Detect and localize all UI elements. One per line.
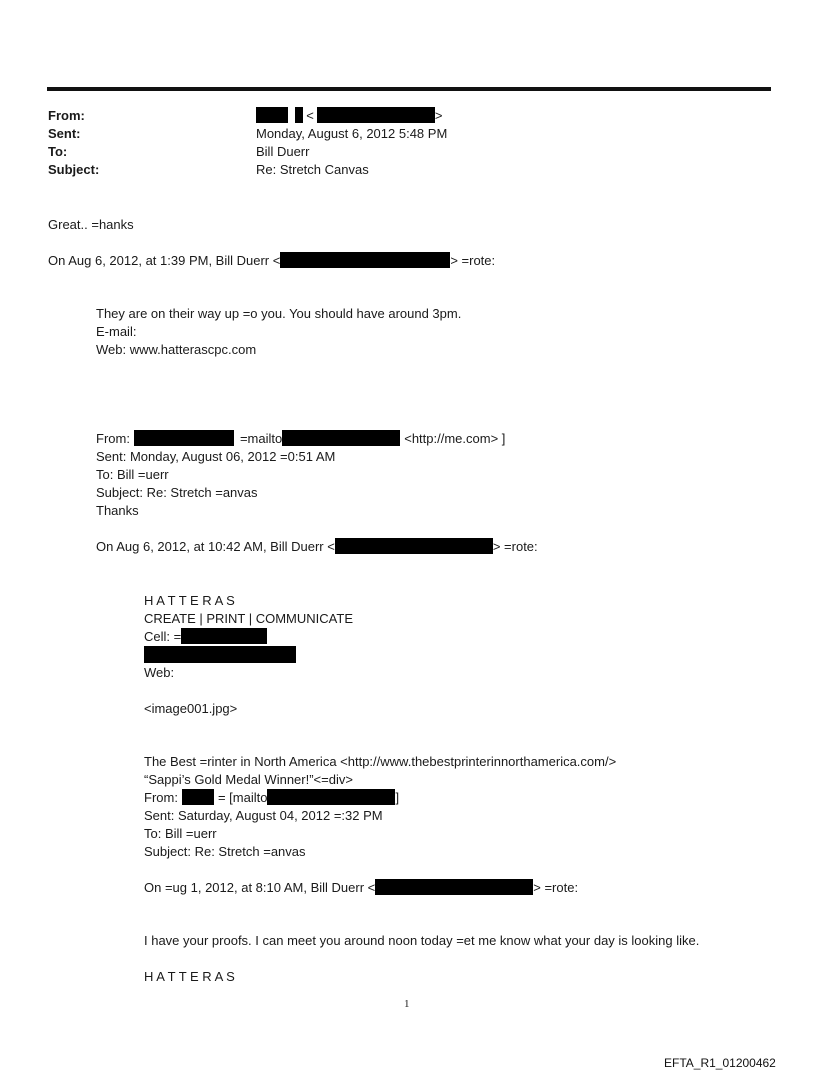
quote-line: They are on their way up =o you. You should have around 3pm. — [96, 306, 462, 321]
subject-value: Re: Stretch Canvas — [256, 162, 369, 177]
quote-email: E-mail: — [96, 324, 137, 339]
quote2-from-line: From: = [mailto ] — [144, 790, 400, 805]
document-id: EFTA_R1_01200462 — [664, 1056, 776, 1070]
proofs-text: I have your proofs. I can meet you around noon today =et me know what your day is looking like. — [144, 933, 700, 948]
quote-to: To: Bill =uerr — [96, 467, 169, 482]
quote-subject: Subject: Re: Stretch =anvas — [96, 485, 258, 500]
signature-cell: Cell: = — [144, 628, 267, 646]
sappi-text: “Sappi’s Gold Medal Winner!”<=div> — [144, 772, 353, 787]
signature-company: H A T T E R A S — [144, 593, 235, 608]
image-attachment-label: <image001.jpg> — [144, 701, 238, 716]
redaction — [256, 107, 288, 123]
signature2-company: H A T T E R A S — [144, 969, 235, 984]
from-label: From: — [48, 108, 85, 123]
header-rule — [47, 87, 771, 91]
quote2-subject: Subject: Re: Stretch =anvas — [144, 844, 306, 859]
redaction — [295, 107, 303, 123]
to-value: Bill Duerr — [256, 144, 310, 159]
redaction — [144, 646, 296, 663]
sent-label: Sent: — [48, 126, 81, 141]
signature-tagline: CREATE | PRINT | COMMUNICATE — [144, 611, 353, 626]
page-number: 1 — [404, 998, 410, 1010]
wrote-line-1: On Aug 6, 2012, at 1:39 PM, Bill Duerr < > =rote: — [48, 253, 496, 268]
redaction — [134, 430, 234, 446]
quote-thanks: Thanks — [96, 503, 139, 518]
from-value: < > — [256, 107, 442, 125]
redaction — [182, 789, 214, 805]
best-printer-link: The Best =rinter in North America <http://www.thebestprinterinnorthamerica.com/> — [144, 754, 617, 769]
redaction — [280, 252, 450, 268]
signature-web: Web: — [144, 665, 175, 680]
quote-web: Web: www.hatterascpc.com — [96, 342, 257, 357]
redaction — [317, 107, 435, 123]
redaction — [267, 789, 395, 805]
sent-value: Monday, August 6, 2012 5:48 PM — [256, 126, 448, 141]
wrote-line-3: On =ug 1, 2012, at 8:10 AM, Bill Duerr < > =rote: — [144, 880, 579, 895]
redaction — [282, 430, 400, 446]
to-label: To: — [48, 144, 68, 159]
quote-from-line: From: =mailto <http://me.com> ] — [96, 431, 506, 446]
greeting-text: Great.. =hanks — [48, 217, 134, 232]
redaction — [375, 879, 533, 895]
quote-sent: Sent: Monday, August 06, 2012 =0:51 AM — [96, 449, 336, 464]
redaction — [335, 538, 493, 554]
wrote-line-2: On Aug 6, 2012, at 10:42 AM, Bill Duerr < > =rote: — [96, 539, 538, 554]
quote2-sent: Sent: Saturday, August 04, 2012 =:32 PM — [144, 808, 383, 823]
quote2-to: To: Bill =uerr — [144, 826, 217, 841]
subject-label: Subject: — [48, 162, 100, 177]
redaction — [181, 628, 267, 644]
